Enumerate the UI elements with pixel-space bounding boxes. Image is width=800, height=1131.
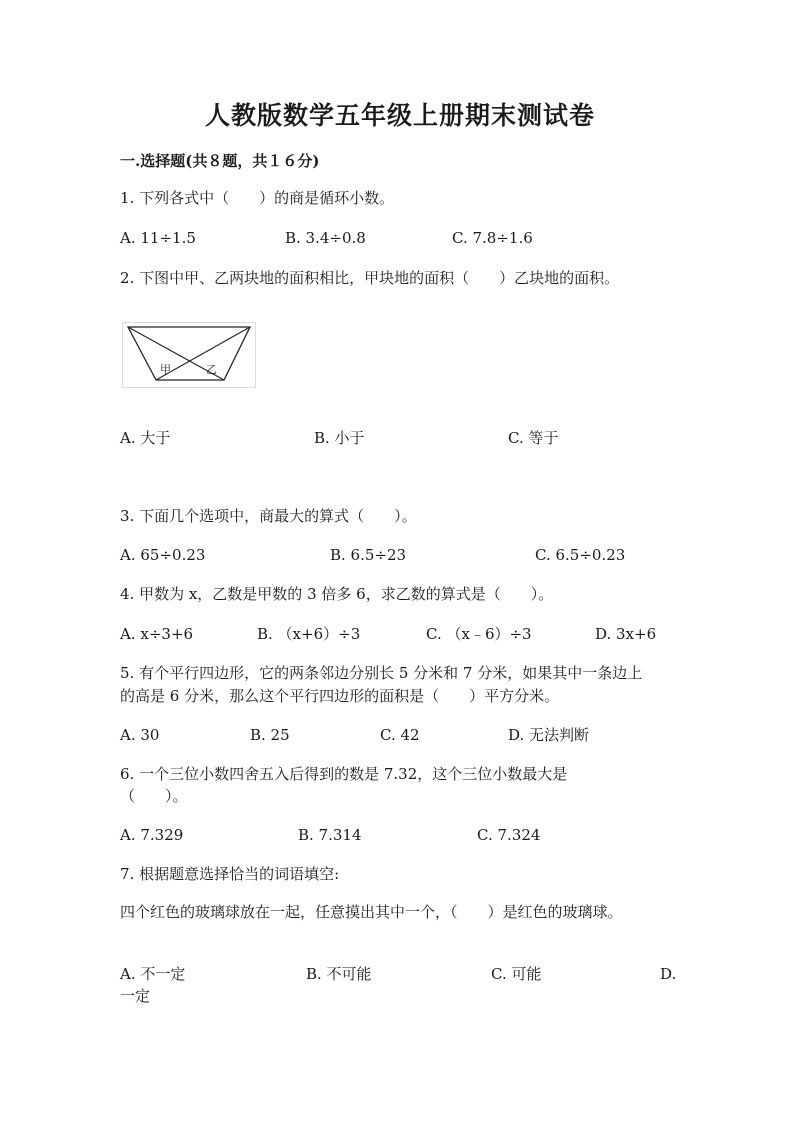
question-6-text-line-1: 6. 一个三位小数四舍五入后得到的数是 7.32，这个三位小数最大是 xyxy=(120,765,568,783)
question-3-text: 3. 下面几个选项中，商最大的算式（ ）。 xyxy=(120,507,417,525)
question-7-option-c: C. 可能 xyxy=(491,965,542,983)
question-5-text-line-1: 5. 有个平行四边形，它的两条邻边分别长 5 分米和 7 分米，如果其中一条边上 xyxy=(120,664,643,682)
question-4-option-a: A. x÷3+6 xyxy=(120,625,194,643)
question-7-option-a: A. 不一定 xyxy=(120,965,186,983)
page-title: 人教版数学五年级上册期末测试卷 xyxy=(204,101,595,130)
question-1-option-a: A. 11÷1.5 xyxy=(120,229,196,247)
question-7-subtext: 四个红色的玻璃球放在一起，任意摸出其中一个，（ ）是红色的玻璃球。 xyxy=(120,903,623,921)
question-1-text: 1. 下列各式中（ ）的商是循环小数。 xyxy=(120,189,395,207)
question-1-option-b: B. 3.4÷0.8 xyxy=(285,229,366,247)
question-2-option-c: C. 等于 xyxy=(508,429,559,447)
question-6-text-line-2: （ ）。 xyxy=(120,787,188,805)
question-5-option-c: C. 42 xyxy=(380,726,420,744)
section-heading: 一.选择题(共８题，共１６分) xyxy=(120,152,320,170)
question-3-option-c: C. 6.5÷0.23 xyxy=(535,546,626,564)
question-3-option-b: B. 6.5÷23 xyxy=(330,546,407,564)
question-2-option-a: A. 大于 xyxy=(120,429,171,447)
question-6-option-b: B. 7.314 xyxy=(298,826,362,844)
question-5-text-line-2: 的高是 6 分米，那么这个平行四边形的面积是（ ）平方分米。 xyxy=(120,687,560,705)
question-4-option-b: B. （x+6）÷3 xyxy=(257,625,361,643)
question-4-option-d: D. 3x+6 xyxy=(595,625,657,643)
question-1-option-c: C. 7.8÷1.6 xyxy=(452,229,533,247)
question-7-option-b: B. 不可能 xyxy=(306,965,372,983)
question-2-option-b: B. 小于 xyxy=(314,429,365,447)
figure-label-jia: 甲 xyxy=(160,363,171,376)
question-3-option-a: A. 65÷0.23 xyxy=(120,546,206,564)
question-7-text: 7. 根据题意选择恰当的词语填空: xyxy=(120,865,340,883)
question-5-option-d: D. 无法判断 xyxy=(508,726,590,744)
question-5-option-a: A. 30 xyxy=(120,726,160,744)
figure-label-yi: 乙 xyxy=(206,363,217,376)
question-7-option-d: D. xyxy=(660,965,677,983)
question-2-text: 2. 下图中甲、乙两块地的面积相比，甲块地的面积（ ）乙块地的面积。 xyxy=(120,269,620,287)
question-6-option-c: C. 7.324 xyxy=(477,826,541,844)
question-7-option-d-continued: 一定 xyxy=(120,987,151,1005)
question-4-option-c: C. （x﹣6）÷3 xyxy=(426,625,532,643)
question-5-option-b: B. 25 xyxy=(250,726,290,744)
question-6-option-a: A. 7.329 xyxy=(120,826,184,844)
trapezoid-outline xyxy=(128,327,250,380)
question-4-text: 4. 甲数为 x，乙数是甲数的 3 倍多 6，求乙数的算式是（ ）。 xyxy=(120,585,554,603)
trapezoid-figure xyxy=(122,322,256,388)
